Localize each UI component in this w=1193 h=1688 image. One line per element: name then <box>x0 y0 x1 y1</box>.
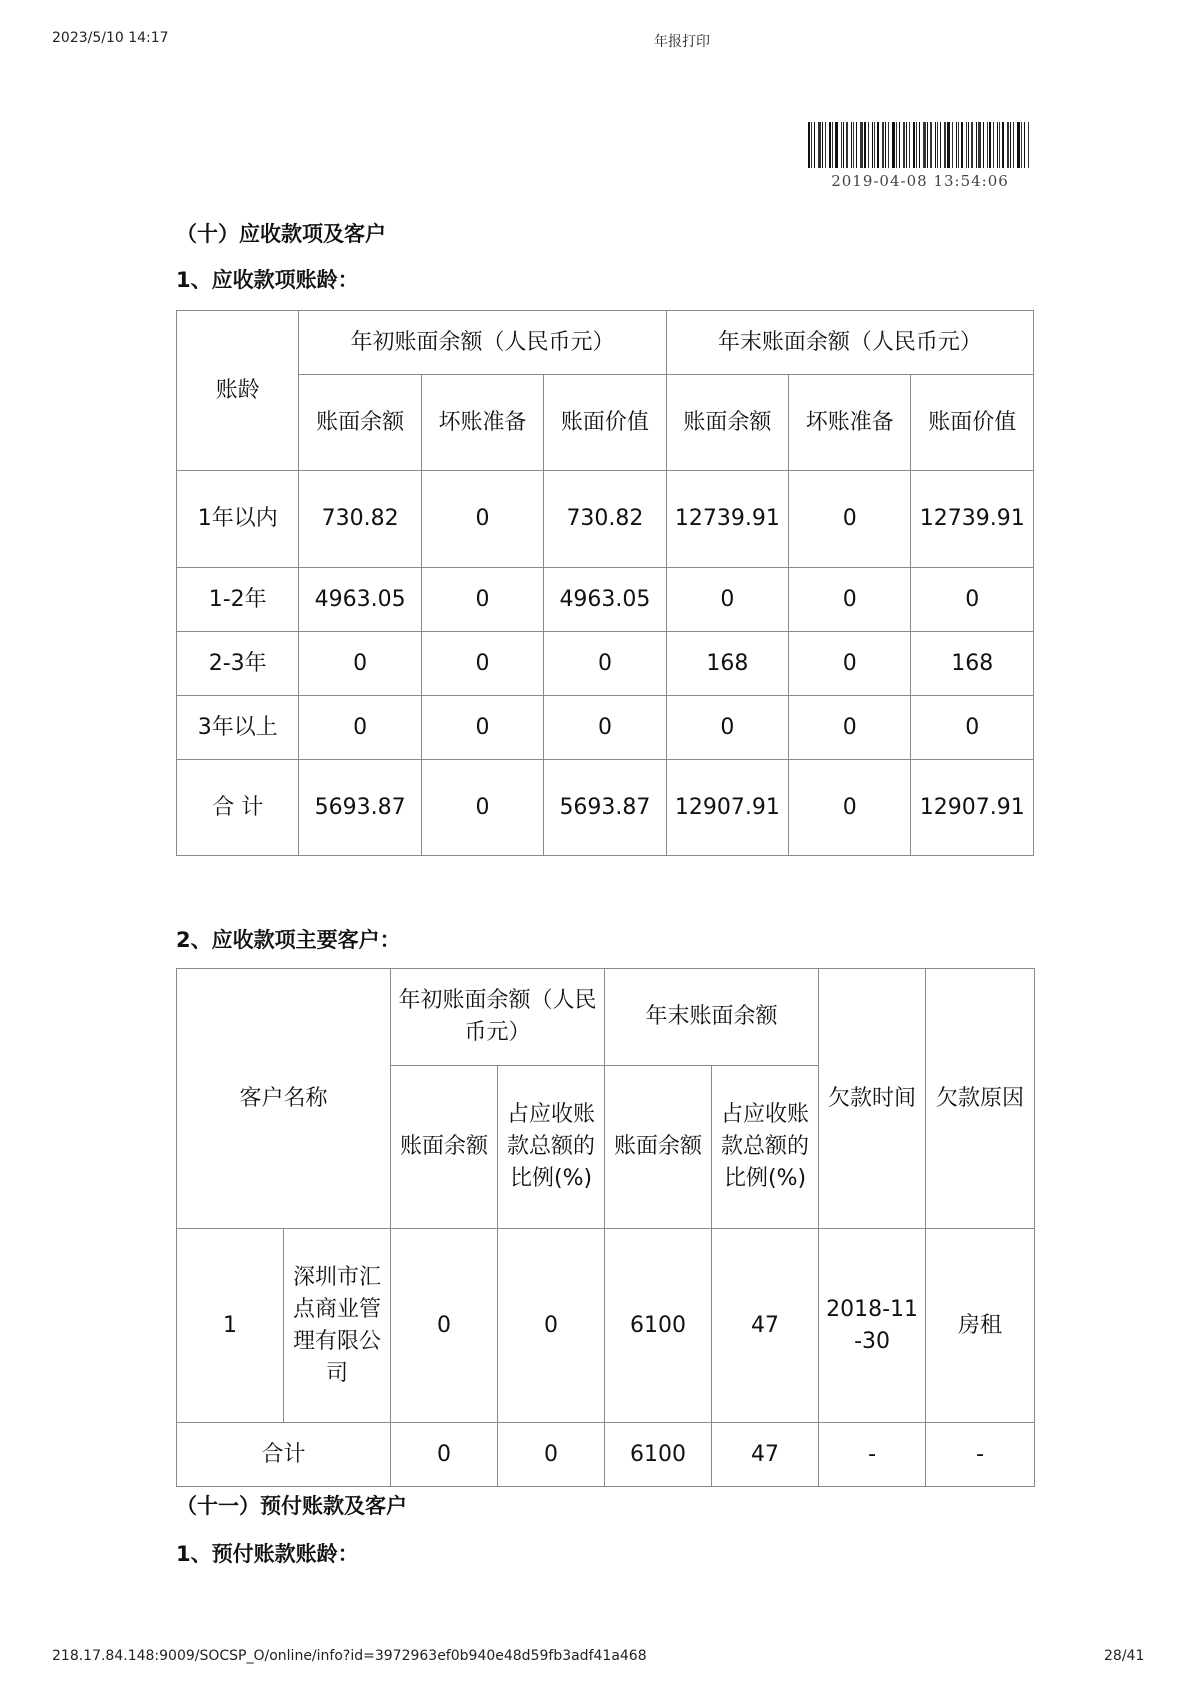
barcode-bar <box>999 122 1000 168</box>
barcode-bar <box>983 122 984 168</box>
customer-cell-time: 2018-11-30 <box>819 1229 926 1423</box>
aging-cell: 0 <box>421 632 543 696</box>
barcode-bar <box>896 122 897 168</box>
customer-cell: 0 <box>391 1229 498 1423</box>
barcode-bar <box>1021 122 1022 168</box>
barcode-bar <box>832 122 833 168</box>
barcode-bar <box>993 122 994 168</box>
customer-row <box>177 1229 1035 1423</box>
barcode-bar <box>818 122 821 168</box>
barcode-bar <box>835 122 838 168</box>
footer-url: 218.17.84.148:9009/SOCSP_O/online/info?id=3972963ef0b940e48d59fb3adf41a468 <box>52 1648 647 1664</box>
aging-table <box>176 310 1034 856</box>
barcode-bar <box>829 122 831 168</box>
aging-cell-age: 1-2年 <box>177 568 299 632</box>
customer-cell-reason: 房租 <box>926 1229 1035 1423</box>
barcode-bar <box>877 122 879 168</box>
customer-sub-begin-ratio: 占应收账款总额的比例(%) <box>498 1066 605 1229</box>
barcode <box>808 122 1032 190</box>
barcode-bar <box>885 122 886 168</box>
barcode-bar <box>892 122 895 168</box>
barcode-bar <box>811 122 812 168</box>
barcode-bar <box>882 122 884 168</box>
aging-cell-age: 合 计 <box>177 760 299 856</box>
barcode-bars <box>808 122 1032 168</box>
section-10-2-title: 2、应收款项主要客户： <box>176 928 401 952</box>
customer-header-begin: 年初账面余额（人民币元） <box>391 969 605 1066</box>
customer-cell: 6100 <box>605 1229 712 1423</box>
aging-sub-begin-bad-debt: 坏账准备 <box>421 375 543 471</box>
barcode-bar <box>825 122 826 168</box>
aging-cell: 0 <box>789 696 911 760</box>
customer-cell: 0 <box>391 1423 498 1487</box>
barcode-bar <box>997 122 998 168</box>
aging-cell: 0 <box>789 568 911 632</box>
customer-total-label: 合计 <box>177 1423 391 1487</box>
barcode-bar <box>935 122 936 168</box>
aging-cell: 0 <box>544 696 666 760</box>
customer-cell: 47 <box>712 1423 819 1487</box>
barcode-bar <box>814 122 815 168</box>
aging-cell-age: 2-3年 <box>177 632 299 696</box>
barcode-bar <box>940 122 941 168</box>
aging-cell: 5693.87 <box>299 760 421 856</box>
section-11-title: （十一）预付账款及客户 <box>176 1494 407 1518</box>
customer-sub-end-ratio: 占应收账款总额的比例(%) <box>712 1066 819 1229</box>
aging-cell: 0 <box>911 696 1034 760</box>
barcode-bar <box>913 122 915 168</box>
aging-cell: 730.82 <box>299 471 421 568</box>
customer-cell-name: 深圳市汇点商业管理有限公司 <box>284 1229 391 1423</box>
customer-total-row <box>177 1423 1035 1487</box>
barcode-bar <box>843 122 844 168</box>
aging-cell: 0 <box>666 568 788 632</box>
barcode-bar <box>958 122 959 168</box>
barcode-bar <box>923 122 926 168</box>
customer-sub-begin-balance: 账面余额 <box>391 1066 498 1229</box>
barcode-bar <box>874 122 875 168</box>
barcode-bar <box>903 122 905 168</box>
barcode-bar <box>1007 122 1009 168</box>
aging-total-row <box>177 760 1034 856</box>
barcode-bar <box>961 122 963 168</box>
aging-cell: 4963.05 <box>299 568 421 632</box>
barcode-bar <box>906 122 907 168</box>
barcode-bar <box>1017 122 1020 168</box>
customer-cell: 6100 <box>605 1423 712 1487</box>
aging-cell: 12907.91 <box>911 760 1034 856</box>
aging-cell: 4963.05 <box>544 568 666 632</box>
aging-sub-end-bad-debt: 坏账准备 <box>789 375 911 471</box>
aging-cell: 0 <box>299 632 421 696</box>
barcode-bar <box>976 122 977 168</box>
barcode-bar <box>853 122 854 168</box>
barcode-bar <box>856 122 857 168</box>
barcode-bar <box>808 122 810 168</box>
aging-cell: 5693.87 <box>544 760 666 856</box>
barcode-bar <box>864 122 866 168</box>
aging-sub-end-book-value: 账面价值 <box>911 375 1034 471</box>
aging-cell: 0 <box>789 632 911 696</box>
print-timestamp: 2023/5/10 14:17 <box>52 30 169 46</box>
aging-sub-begin-balance: 账面余额 <box>299 375 421 471</box>
aging-cell-age: 1年以内 <box>177 471 299 568</box>
barcode-bar <box>909 122 910 168</box>
customer-cell-no: 1 <box>177 1229 284 1423</box>
aging-cell-age: 3年以上 <box>177 696 299 760</box>
barcode-bar <box>860 122 863 168</box>
aging-row <box>177 696 1034 760</box>
barcode-bar <box>971 122 973 168</box>
barcode-bar <box>978 122 981 168</box>
barcode-bar <box>851 122 852 168</box>
barcode-bar <box>1002 122 1004 168</box>
section-11-1-title: 1、预付账款账龄： <box>176 1542 359 1566</box>
barcode-bar <box>1024 122 1025 168</box>
barcode-bar <box>846 122 848 168</box>
barcode-bar <box>956 122 957 168</box>
barcode-bar <box>888 122 889 168</box>
barcode-bar <box>919 122 920 168</box>
barcode-bar <box>927 122 928 168</box>
aging-cell: 12739.91 <box>911 471 1034 568</box>
aging-cell: 0 <box>789 471 911 568</box>
aging-cell: 0 <box>911 568 1034 632</box>
aging-row <box>177 568 1034 632</box>
customer-cell: 47 <box>712 1229 819 1423</box>
customer-header-name: 客户名称 <box>177 969 391 1229</box>
barcode-bar <box>1010 122 1011 168</box>
page-header-title: 年报打印 <box>654 34 710 50</box>
barcode-bar <box>966 122 967 168</box>
barcode-bar <box>930 122 932 168</box>
customer-header-time: 欠款时间 <box>819 969 926 1229</box>
customer-table <box>176 968 1035 1487</box>
section-10-1-title: 1、应收款项账龄： <box>176 268 359 292</box>
customer-cell: 0 <box>498 1229 605 1423</box>
barcode-bar <box>841 122 842 168</box>
aging-cell: 0 <box>421 568 543 632</box>
customer-cell: 0 <box>498 1423 605 1487</box>
aging-header-begin: 年初账面余额（人民币元） <box>299 311 666 375</box>
barcode-bar <box>1013 122 1014 168</box>
aging-cell: 0 <box>421 471 543 568</box>
aging-sub-end-balance: 账面余额 <box>666 375 788 471</box>
barcode-bar <box>947 122 950 168</box>
aging-cell: 12739.91 <box>666 471 788 568</box>
barcode-bar <box>872 122 873 168</box>
page-number: 28/41 <box>1104 1648 1145 1664</box>
aging-cell: 730.82 <box>544 471 666 568</box>
aging-cell: 0 <box>666 696 788 760</box>
customer-cell: - <box>926 1423 1035 1487</box>
aging-header-age: 账龄 <box>177 311 299 471</box>
aging-cell: 0 <box>789 760 911 856</box>
barcode-bar <box>968 122 969 168</box>
aging-row <box>177 471 1034 568</box>
aging-cell: 12907.91 <box>666 760 788 856</box>
aging-cell: 0 <box>299 696 421 760</box>
aging-cell: 168 <box>666 632 788 696</box>
aging-cell: 168 <box>911 632 1034 696</box>
customer-header-end: 年末账面余额 <box>605 969 819 1066</box>
customer-sub-end-balance: 账面余额 <box>605 1066 712 1229</box>
barcode-bar <box>987 122 988 168</box>
barcode-bar <box>1028 122 1029 168</box>
aging-cell: 0 <box>544 632 666 696</box>
section-10-title: （十）应收款项及客户 <box>176 222 386 246</box>
aging-sub-begin-book-value: 账面价值 <box>544 375 666 471</box>
aging-header-end: 年末账面余额（人民币元） <box>666 311 1033 375</box>
barcode-bar <box>822 122 823 168</box>
aging-row <box>177 632 1034 696</box>
barcode-bar <box>989 122 991 168</box>
customer-cell: - <box>819 1423 926 1487</box>
barcode-bar <box>944 122 946 168</box>
barcode-bar <box>868 122 869 168</box>
barcode-bar <box>916 122 917 168</box>
barcode-bar <box>937 122 938 168</box>
customer-header-reason: 欠款原因 <box>926 969 1035 1229</box>
barcode-timestamp: 2019-04-08 13:54:06 <box>831 172 1009 190</box>
aging-cell: 0 <box>421 760 543 856</box>
barcode-bar <box>952 122 953 168</box>
aging-cell: 0 <box>421 696 543 760</box>
barcode-bar <box>899 122 900 168</box>
